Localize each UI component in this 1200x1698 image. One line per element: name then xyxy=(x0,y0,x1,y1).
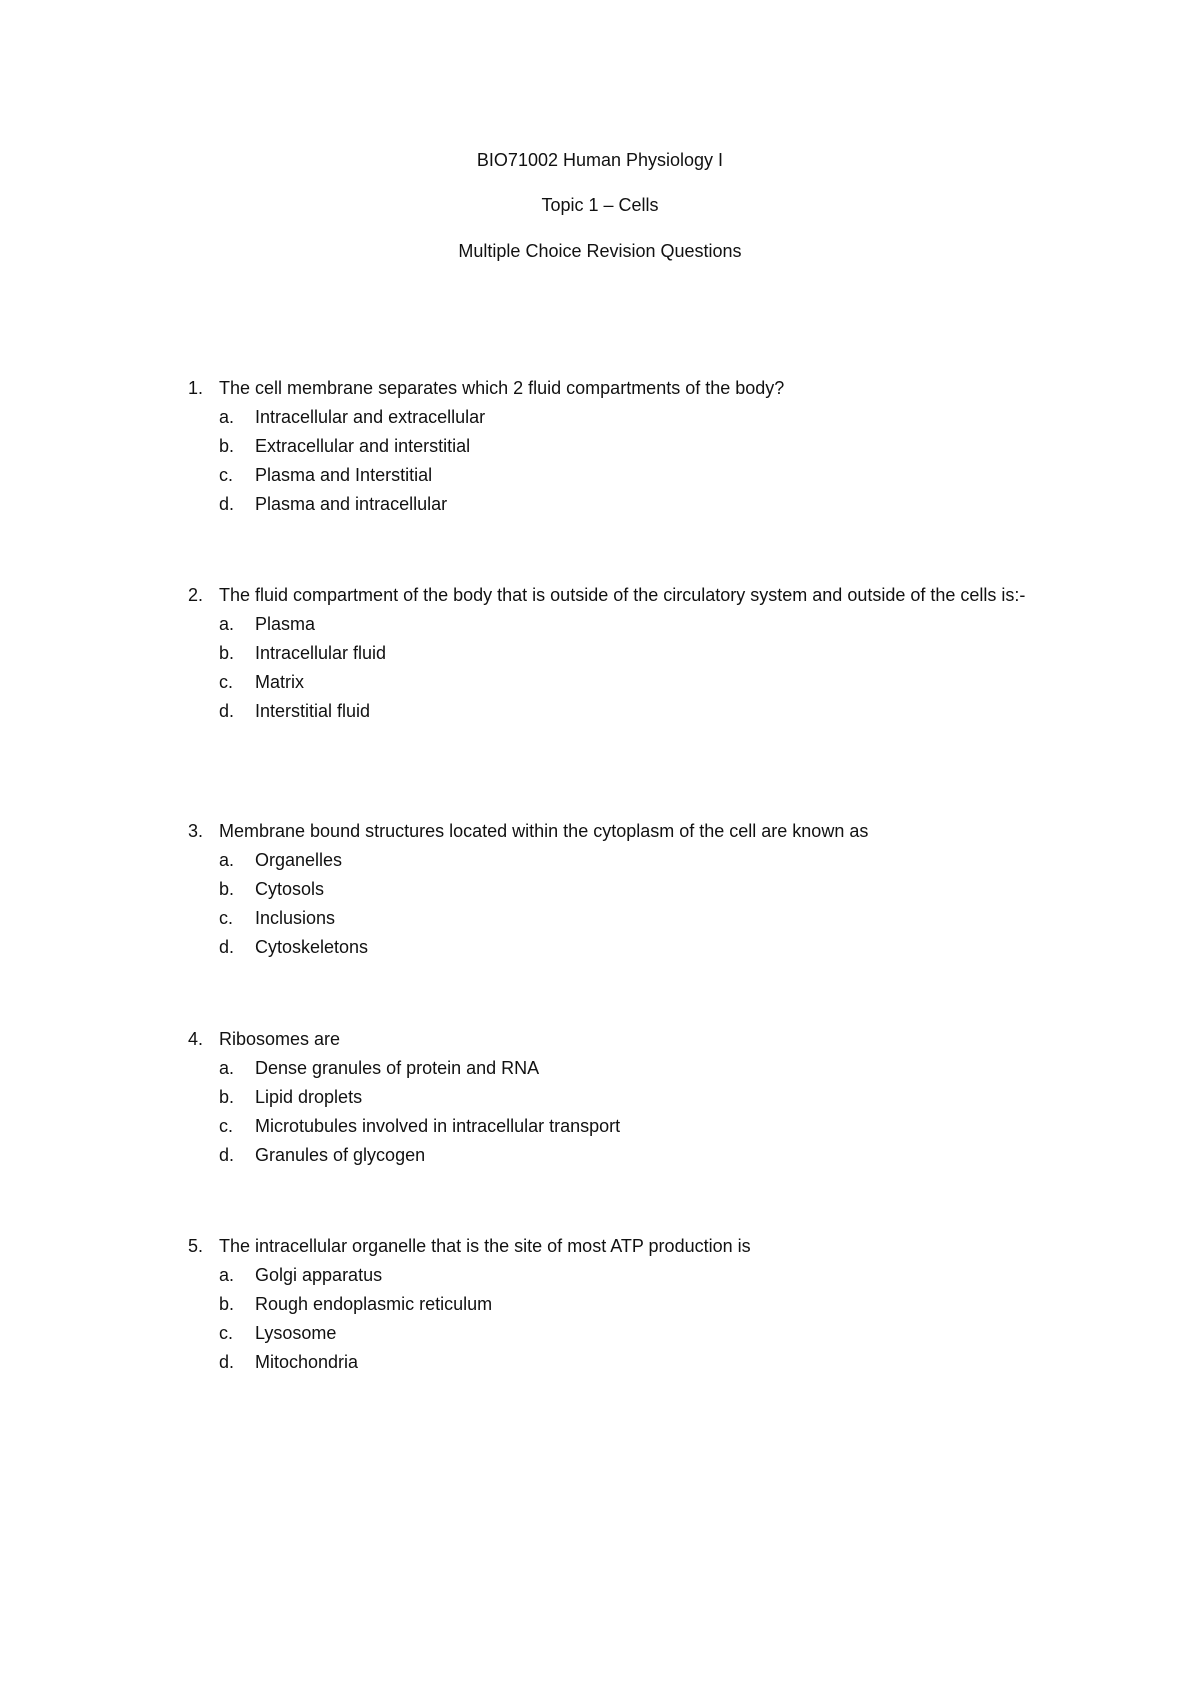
answer-option-a xyxy=(170,846,1050,875)
option-letter: b. xyxy=(219,1294,235,1314)
answer-option-b xyxy=(170,1290,1050,1319)
option-letter: b. xyxy=(219,879,235,899)
question-number: 3. xyxy=(188,821,204,841)
topic-title: Topic 1 – Cells xyxy=(541,195,659,215)
question-text: Membrane bound structures located within the cytoplasm of the cell are known as xyxy=(219,821,869,841)
course-title: BIO71002 Human Physiology I xyxy=(476,150,724,170)
answer-option-b xyxy=(170,1083,1050,1112)
question-number: 2. xyxy=(188,585,204,605)
option-text: Golgi apparatus xyxy=(255,1265,383,1285)
question-stem xyxy=(170,581,1050,610)
question-stem xyxy=(170,1025,1050,1054)
answer-option-c xyxy=(170,1319,1050,1348)
option-text: Intracellular and extracellular xyxy=(255,407,486,427)
option-text: Cytoskeletons xyxy=(255,937,369,957)
option-letter: a. xyxy=(219,850,235,870)
option-letter: d. xyxy=(219,937,235,957)
answer-option-c xyxy=(170,904,1050,933)
answer-option-d xyxy=(170,1348,1050,1377)
option-letter: d. xyxy=(219,494,235,514)
option-letter: c. xyxy=(219,1116,234,1136)
option-text: Plasma xyxy=(255,614,316,634)
option-letter: c. xyxy=(219,465,234,485)
answer-option-c xyxy=(170,1112,1050,1141)
answer-option-b xyxy=(170,432,1050,461)
option-letter: d. xyxy=(219,701,235,721)
question-stem xyxy=(170,817,1050,846)
option-letter: c. xyxy=(219,908,234,928)
option-text: Granules of glycogen xyxy=(255,1145,426,1165)
option-letter: c. xyxy=(219,672,234,692)
option-text: Microtubules involved in intracellular transport xyxy=(255,1116,621,1136)
question-number: 1. xyxy=(188,378,204,398)
question-2 xyxy=(170,581,1050,726)
answer-option-a xyxy=(170,1261,1050,1290)
question-5 xyxy=(170,1232,1050,1377)
answer-option-d xyxy=(170,1141,1050,1170)
option-text: Plasma and intracellular xyxy=(255,494,448,514)
option-letter: a. xyxy=(219,614,235,634)
answer-option-a xyxy=(170,1054,1050,1083)
answer-option-b xyxy=(170,639,1050,668)
answer-option-c xyxy=(170,461,1050,490)
option-letter: b. xyxy=(219,643,235,663)
option-letter: b. xyxy=(219,436,235,456)
answer-option-a xyxy=(170,610,1050,639)
question-4 xyxy=(170,1025,1050,1170)
answer-option-c xyxy=(170,668,1050,697)
option-letter: a. xyxy=(219,1265,235,1285)
option-text: Interstitial fluid xyxy=(255,701,371,721)
option-text: Rough endoplasmic reticulum xyxy=(255,1294,493,1314)
question-text: The fluid compartment of the body that is outside of the circulatory system and outside of the cells is:- xyxy=(219,585,1026,605)
option-letter: b. xyxy=(219,1087,235,1107)
option-letter: c. xyxy=(219,1323,234,1343)
question-text: Ribosomes are xyxy=(219,1029,341,1049)
answer-option-d xyxy=(170,933,1050,962)
option-letter: a. xyxy=(219,407,235,427)
option-text: Dense granules of protein and RNA xyxy=(255,1058,540,1078)
option-letter: d. xyxy=(219,1145,235,1165)
answer-option-d xyxy=(170,490,1050,519)
option-text: Inclusions xyxy=(255,908,336,928)
question-text: The cell membrane separates which 2 fluid compartments of the body? xyxy=(219,378,785,398)
question-1 xyxy=(170,374,1050,519)
question-number: 5. xyxy=(188,1236,204,1256)
option-text: Extracellular and interstitial xyxy=(255,436,471,456)
option-text: Intracellular fluid xyxy=(255,643,387,663)
option-text: Plasma and Interstitial xyxy=(255,465,433,485)
question-3 xyxy=(170,817,1050,962)
option-text: Organelles xyxy=(255,850,343,870)
question-stem xyxy=(170,1232,1050,1261)
document-subtitle: Multiple Choice Revision Questions xyxy=(458,241,742,261)
option-text: Lysosome xyxy=(255,1323,337,1343)
option-text: Mitochondria xyxy=(255,1352,359,1372)
question-stem xyxy=(170,374,1050,403)
option-text: Lipid droplets xyxy=(255,1087,363,1107)
answer-option-b xyxy=(170,875,1050,904)
option-letter: a. xyxy=(219,1058,235,1078)
option-letter: d. xyxy=(219,1352,235,1372)
answer-option-d xyxy=(170,697,1050,726)
option-text: Cytosols xyxy=(255,879,325,899)
option-text: Matrix xyxy=(255,672,304,692)
answer-option-a xyxy=(170,403,1050,432)
question-number: 4. xyxy=(188,1029,204,1049)
question-text: The intracellular organelle that is the site of most ATP production is xyxy=(219,1236,751,1256)
